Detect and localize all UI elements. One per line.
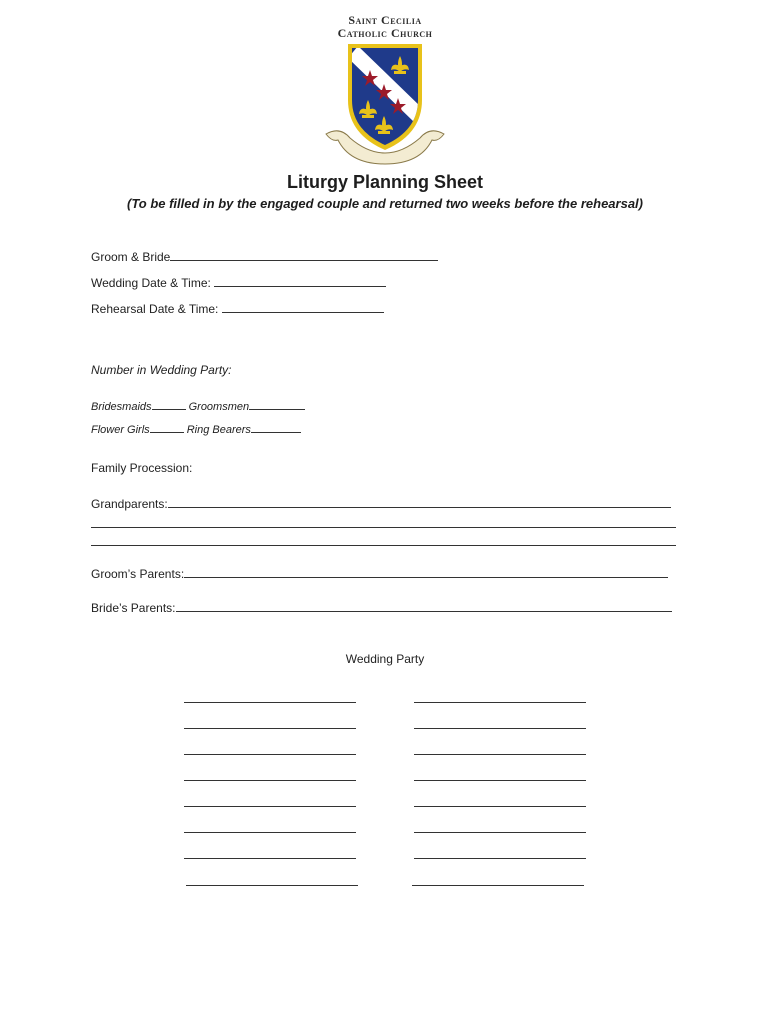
wedding-party-left-blank-6[interactable] bbox=[184, 832, 356, 833]
page-subtitle: (To be filled in by the engaged couple and returned two weeks before the rehearsal) bbox=[126, 196, 643, 211]
church-name-line1: Saint Cecilia bbox=[348, 13, 422, 27]
brides-parents-field bbox=[91, 600, 672, 615]
grandparents-label: Grandparents: bbox=[91, 497, 168, 511]
groomsmen-blank[interactable] bbox=[249, 398, 305, 410]
family-procession-heading: Family Procession: bbox=[91, 461, 193, 475]
wedding-party-right-blank-8[interactable] bbox=[412, 885, 584, 886]
wedding-party-right-blank-4[interactable] bbox=[414, 780, 586, 781]
wedding-party-right-blank-1[interactable] bbox=[414, 702, 586, 703]
brides-parents-label: Bride’s Parents: bbox=[91, 601, 176, 615]
wedding-date-label: Wedding Date & Time: bbox=[91, 276, 211, 290]
bridesmaids-blank[interactable] bbox=[152, 398, 186, 410]
brides-parents-blank[interactable] bbox=[176, 600, 672, 612]
wedding-party-count-heading: Number in Wedding Party: bbox=[91, 363, 232, 377]
ring-bearers-label: Ring Bearers bbox=[186, 424, 251, 436]
flower-girls-blank[interactable] bbox=[150, 421, 184, 433]
church-crest-icon bbox=[320, 38, 450, 168]
page-title: Liturgy Planning Sheet bbox=[286, 172, 483, 192]
groom-bride-blank[interactable] bbox=[170, 249, 438, 261]
grooms-parents-field bbox=[91, 566, 668, 581]
wedding-party-right-blank-6[interactable] bbox=[414, 832, 586, 833]
rehearsal-date-field bbox=[91, 301, 384, 316]
grandparents-blank-line-2[interactable] bbox=[91, 527, 676, 528]
wedding-party-left-blank-2[interactable] bbox=[184, 728, 356, 729]
grooms-parents-label: Groom’s Parents: bbox=[91, 567, 185, 581]
wedding-party-left-blank-3[interactable] bbox=[184, 754, 356, 755]
bridesmaids-label: Bridesmaids bbox=[91, 401, 152, 413]
wedding-party-heading: Wedding Party bbox=[345, 652, 425, 666]
grandparents-blank-line-3[interactable] bbox=[91, 545, 676, 546]
church-name bbox=[0, 14, 770, 40]
church-name-line2: Catholic Church bbox=[337, 26, 433, 40]
bridesmaids-groomsmen-row bbox=[91, 398, 305, 413]
wedding-party-left-blank-5[interactable] bbox=[184, 806, 356, 807]
grooms-parents-blank[interactable] bbox=[184, 566, 668, 578]
wedding-party-left-blank-4[interactable] bbox=[184, 780, 356, 781]
rehearsal-date-label: Rehearsal Date & Time: bbox=[91, 302, 219, 316]
wedding-party-right-blank-7[interactable] bbox=[414, 858, 586, 859]
groom-bride-label: Groom & Bride bbox=[91, 250, 171, 264]
wedding-party-left-blank-1[interactable] bbox=[184, 702, 356, 703]
wedding-party-right-blank-2[interactable] bbox=[414, 728, 586, 729]
grandparents-blank[interactable] bbox=[168, 496, 671, 508]
wedding-party-left-blank-7[interactable] bbox=[184, 858, 356, 859]
grandparents-field bbox=[91, 496, 671, 511]
flower-girls-ring-bearers-row bbox=[91, 421, 301, 436]
ring-bearers-blank[interactable] bbox=[251, 421, 301, 433]
wedding-date-blank[interactable] bbox=[214, 275, 386, 287]
wedding-date-field bbox=[91, 275, 386, 290]
flower-girls-label: Flower Girls bbox=[91, 424, 150, 436]
groom-bride-field bbox=[91, 249, 438, 264]
wedding-party-left-blank-8[interactable] bbox=[186, 885, 358, 886]
rehearsal-date-blank[interactable] bbox=[222, 301, 384, 313]
wedding-party-right-blank-3[interactable] bbox=[414, 754, 586, 755]
wedding-party-right-blank-5[interactable] bbox=[414, 806, 586, 807]
groomsmen-label: Groomsmen bbox=[188, 401, 250, 413]
